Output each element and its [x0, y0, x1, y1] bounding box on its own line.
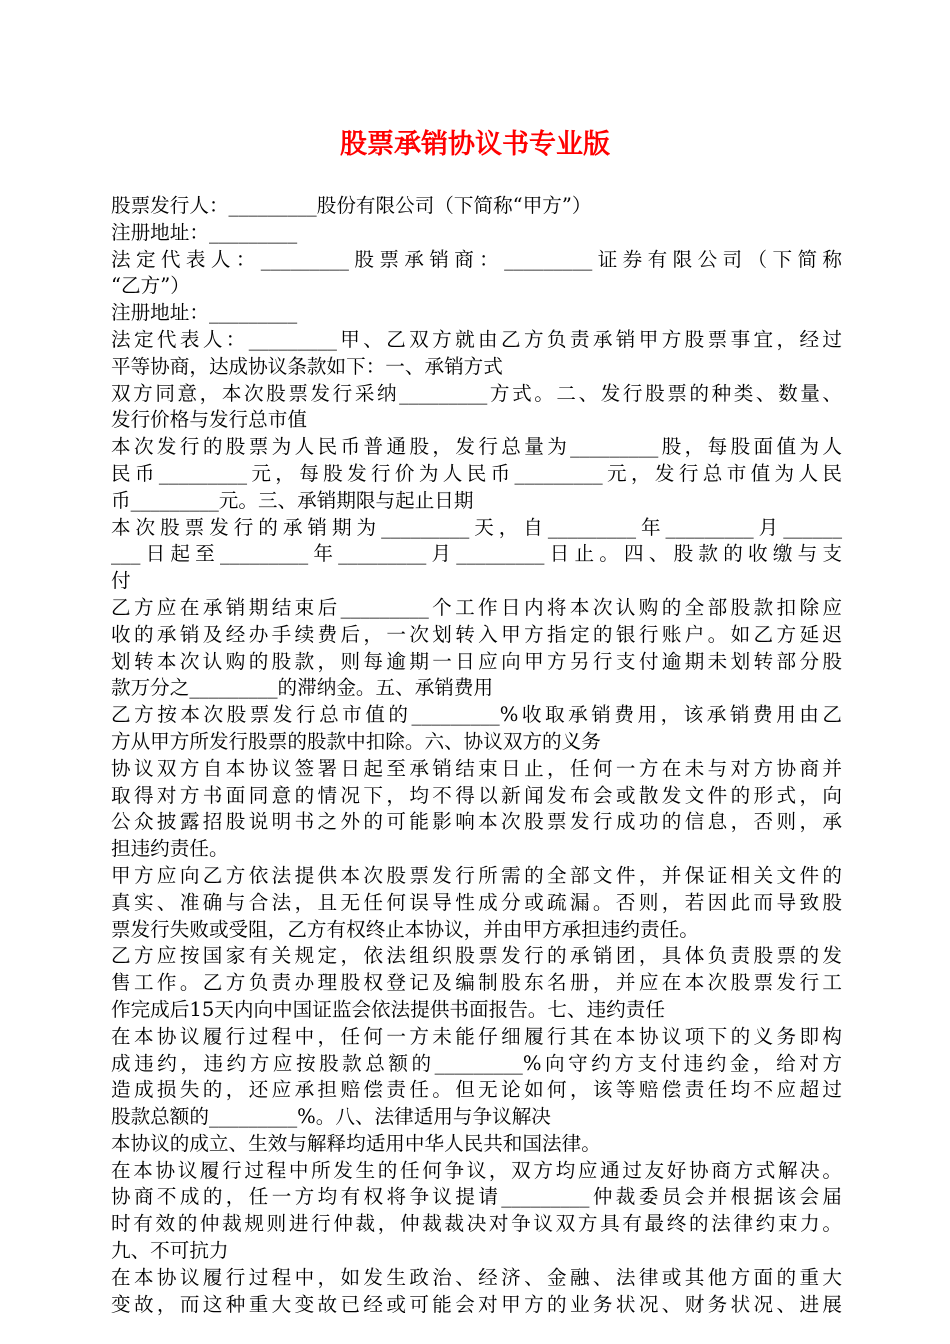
text-line: 收的承销及经办手续费后，一次划转入甲方指定的银行账户。如乙方延迟: [111, 622, 842, 646]
text-line: 时有效的仲裁规则进行仲裁，仲裁裁决对争议双方具有最终的法律约束力。: [111, 1212, 842, 1236]
text-line: 在本协议履行过程中，如发生政治、经济、金融、法律或其他方面的重大: [111, 1265, 842, 1289]
text-line: 真实、准确与合法，且无任何误导性成分或疏漏。否则，若因此而导致股: [111, 890, 842, 914]
text-line: 本次股票发行的承销期为_________天，自_________年_________月______: [111, 515, 842, 539]
text-line: 协议双方自本协议签署日起至承销结束日止，任何一方在未与对方协商并: [111, 756, 842, 780]
text-line: 注册地址：_________: [111, 220, 298, 244]
text-line: 公众披露招股说明书之外的可能影响本次股票发行成功的信息，否则，承: [111, 810, 842, 834]
text-line: 股票发行人：_________股份有限公司（下简称“甲方”）: [111, 194, 592, 217]
text-line: 法定代表人：_________甲、乙双方就由乙方负责承销甲方股票事宜，经过: [111, 327, 842, 351]
text-line: 民币_________元，每股发行价为人民币_________元，发行总市值为人民: [111, 461, 842, 485]
text-line: 平等协商，达成协议条款如下：一、承销方式: [111, 354, 503, 378]
text-line: 变故，而这种重大变故已经或可能会对甲方的业务状况、财务状况、进展: [111, 1292, 842, 1316]
text-line: 款万分之_________的滞纳金。五、承销费用: [111, 676, 494, 700]
text-line: 乙方应按国家有关规定，依法组织股票发行的承销团，具体负责股票的发: [111, 944, 842, 968]
text-line: 作完成后15天内向中国证监会依法提供书面报告。七、违约责任: [111, 997, 665, 1021]
text-line: 九、不可抗力: [111, 1239, 229, 1263]
text-line: 本次发行的股票为人民币普通股，发行总量为_________股，每股面值为人: [111, 435, 842, 459]
text-line: 发行价格与发行总市值: [111, 408, 307, 432]
text-line: “乙方”）: [111, 274, 190, 298]
text-line: 在本协议履行过程中所发生的任何争议，双方均应通过友好协商方式解决。: [111, 1158, 842, 1182]
text-line: 售工作。乙方负责办理股权登记及编制股东名册，并应在本次股票发行工: [111, 971, 842, 995]
text-line: 方从甲方所发行股票的股款中扣除。六、协议双方的义务: [111, 729, 601, 753]
document-body: [111, 193, 842, 1318]
text-line: 造成损失的，还应承担赔偿责任。但无论如何，该等赔偿责任均不应超过: [111, 1078, 842, 1102]
text-line: 担违约责任。: [111, 837, 229, 861]
text-line: 取得对方书面同意的情况下，均不得以新闻发布会或散发文件的形式，向: [111, 783, 842, 807]
text-line: 注册地址：_________: [111, 301, 298, 325]
text-line: ___日起至_________年_________月_________日止。四、股款的收缴与支: [111, 542, 842, 566]
text-line: 协商不成的，任一方均有权将争议提请_________仲裁委员会并根据该会届: [111, 1185, 842, 1209]
text-line: 股款总额的_________%。八、法律适用与争议解决: [111, 1105, 551, 1129]
text-line: 法定代表人：_________股票承销商：_________证券有限公司（下简称: [111, 247, 842, 271]
text-line: 付: [111, 569, 131, 593]
text-line: 票发行失败或受阻，乙方有权终止本协议，并由甲方承担违约责任。: [111, 917, 699, 941]
text-line: 在本协议履行过程中，任何一方未能仔细履行其在本协议项下的义务即构: [111, 1024, 842, 1048]
text-line: 成违约，违约方应按股款总额的_________%向守约方支付违约金，给对方: [111, 1051, 842, 1075]
text-line: 划转本次认购的股款，则每逾期一日应向甲方另行支付逾期未划转部分股: [111, 649, 842, 673]
text-line: 双方同意，本次股票发行采纳_________方式。二、发行股票的种类、数量、: [111, 381, 842, 405]
text-line: 本协议的成立、生效与解释均适用中华人民共和国法律。: [111, 1131, 601, 1155]
document-title: 股票承销协议书专业版: [340, 129, 610, 160]
text-line: 乙方应在承销期结束后_________个工作日内将本次认购的全部股款扣除应: [111, 595, 842, 619]
text-line: 币_________元。三、承销期限与起止日期: [111, 488, 474, 512]
text-line: 甲方应向乙方依法提供本次股票发行所需的全部文件，并保证相关文件的: [111, 863, 842, 887]
text-line: 乙方按本次股票发行总市值的_________%收取承销费用，该承销费用由乙: [111, 703, 842, 727]
